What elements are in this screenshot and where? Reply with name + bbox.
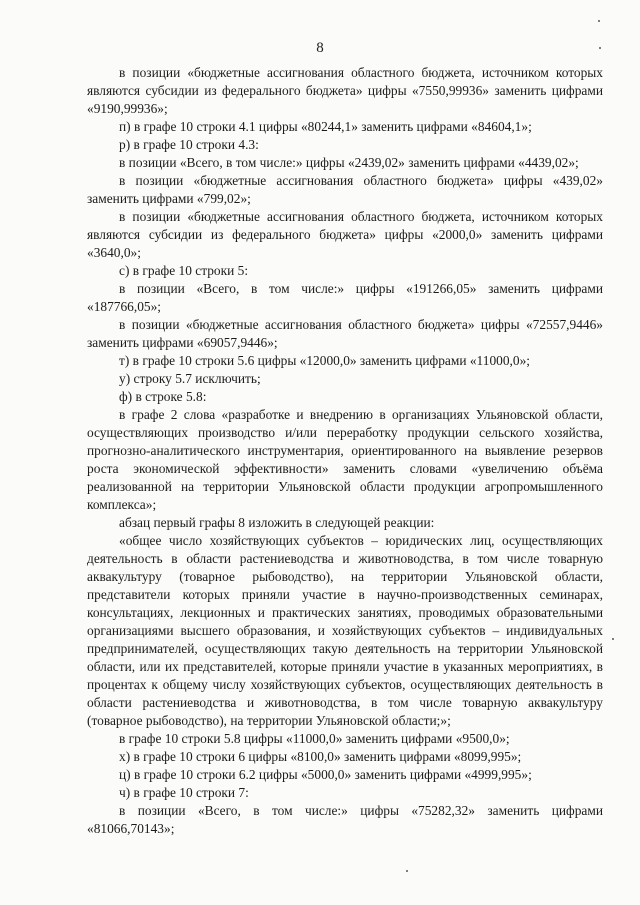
paragraph: «общее число хозяйствующих субъектов – юридических лиц, осуществляющих деятельность в области растениеводства и животноводства, в том числе товарную аквакультуру (товарное рыбоводство), на территории Ульяновской области, представители которых приняли участие в научно-производственных семинарах, консультациях, лекционных и практических занятиях, проводимых образовательными организациями высшего образования, и хозяйствующих субъектов – индивидуальных предпринимателей, осуществляющих такую деятельность на территории Ульяновской области, или их представителей, которые приняли участие в указанных мероприятиях, в процентах к общему числу хозяйствующих субъектов, осуществляющих деятельность в области растениеводства и животноводства, в том числе товарную аквакультуру (товарное рыбоводство), на территории Ульяновской области;»; (87, 533, 603, 728)
paragraph: п) в графе 10 строки 4.1 цифры «80244,1» заменить цифрами «84604,1»; (119, 119, 532, 134)
paragraph: в позиции «бюджетные ассигнования областного бюджета» цифры «439,02» заменить цифрами «799,02»; (87, 173, 603, 206)
paragraph: в позиции «Всего, в том числе:» цифры «191266,05» заменить цифрами «187766,05»; (87, 281, 603, 314)
paragraph: в позиции «бюджетные ассигнования областного бюджета, источником которых являются субсидии из федерального бюджета» цифры «2000,0» заменить цифрами «3640,0»; (87, 209, 603, 260)
paragraph: в графе 2 слова «разработке и внедрению в организациях Ульяновской области, осуществляющих производство и/или переработку продукции сельского хозяйства, прогнозно-аналитического инструментария, ориентированного на выявление резервов роста экономической эффективности» заменить словами «увеличению объёма реализованной на территории Ульяновской области продукции агропромышленного комплекса»; (87, 407, 603, 512)
scan-speck (599, 47, 601, 49)
paragraph: в позиции «Всего, в том числе:» цифры «75282,32» заменить цифрами «81066,70143»; (87, 803, 603, 836)
paragraph: р) в графе 10 строки 4.3: (119, 137, 259, 152)
paragraph: ч) в графе 10 строки 7: (119, 785, 249, 800)
paragraph: ф) в строке 5.8: (119, 389, 207, 404)
paragraph: в позиции «Всего, в том числе:» цифры «2439,02» заменить цифрами «4439,02»; (119, 155, 579, 170)
paragraph: т) в графе 10 строки 5.6 цифры «12000,0» заменить цифрами «11000,0»; (119, 353, 530, 368)
paragraph: в позиции «бюджетные ассигнования областного бюджета» цифры «72557,9446» заменить цифрами «69057,9446»; (87, 317, 603, 350)
scan-speck (612, 638, 614, 640)
paragraph: в позиции «бюджетные ассигнования областного бюджета, источником которых являются субсидии из федерального бюджета» цифры «7550,99936» заменить цифрами «9190,99936»; (87, 65, 603, 116)
page-number: 8 (316, 40, 324, 56)
paragraph: в графе 10 строки 5.8 цифры «11000,0» заменить цифрами «9500,0»; (119, 731, 510, 746)
paragraph: у) строку 5.7 исключить; (119, 371, 261, 386)
document-body (87, 64, 603, 838)
paragraph: ц) в графе 10 строки 6.2 цифры «5000,0» заменить цифрами «4999,995»; (119, 767, 532, 782)
scan-speck (406, 870, 408, 872)
paragraph: абзац первый графы 8 изложить в следующей реакции: (119, 515, 435, 530)
scan-speck (598, 20, 600, 22)
paragraph: х) в графе 10 строки 6 цифры «8100,0» заменить цифрами «8099,995»; (119, 749, 522, 764)
paragraph: с) в графе 10 строки 5: (119, 263, 249, 278)
